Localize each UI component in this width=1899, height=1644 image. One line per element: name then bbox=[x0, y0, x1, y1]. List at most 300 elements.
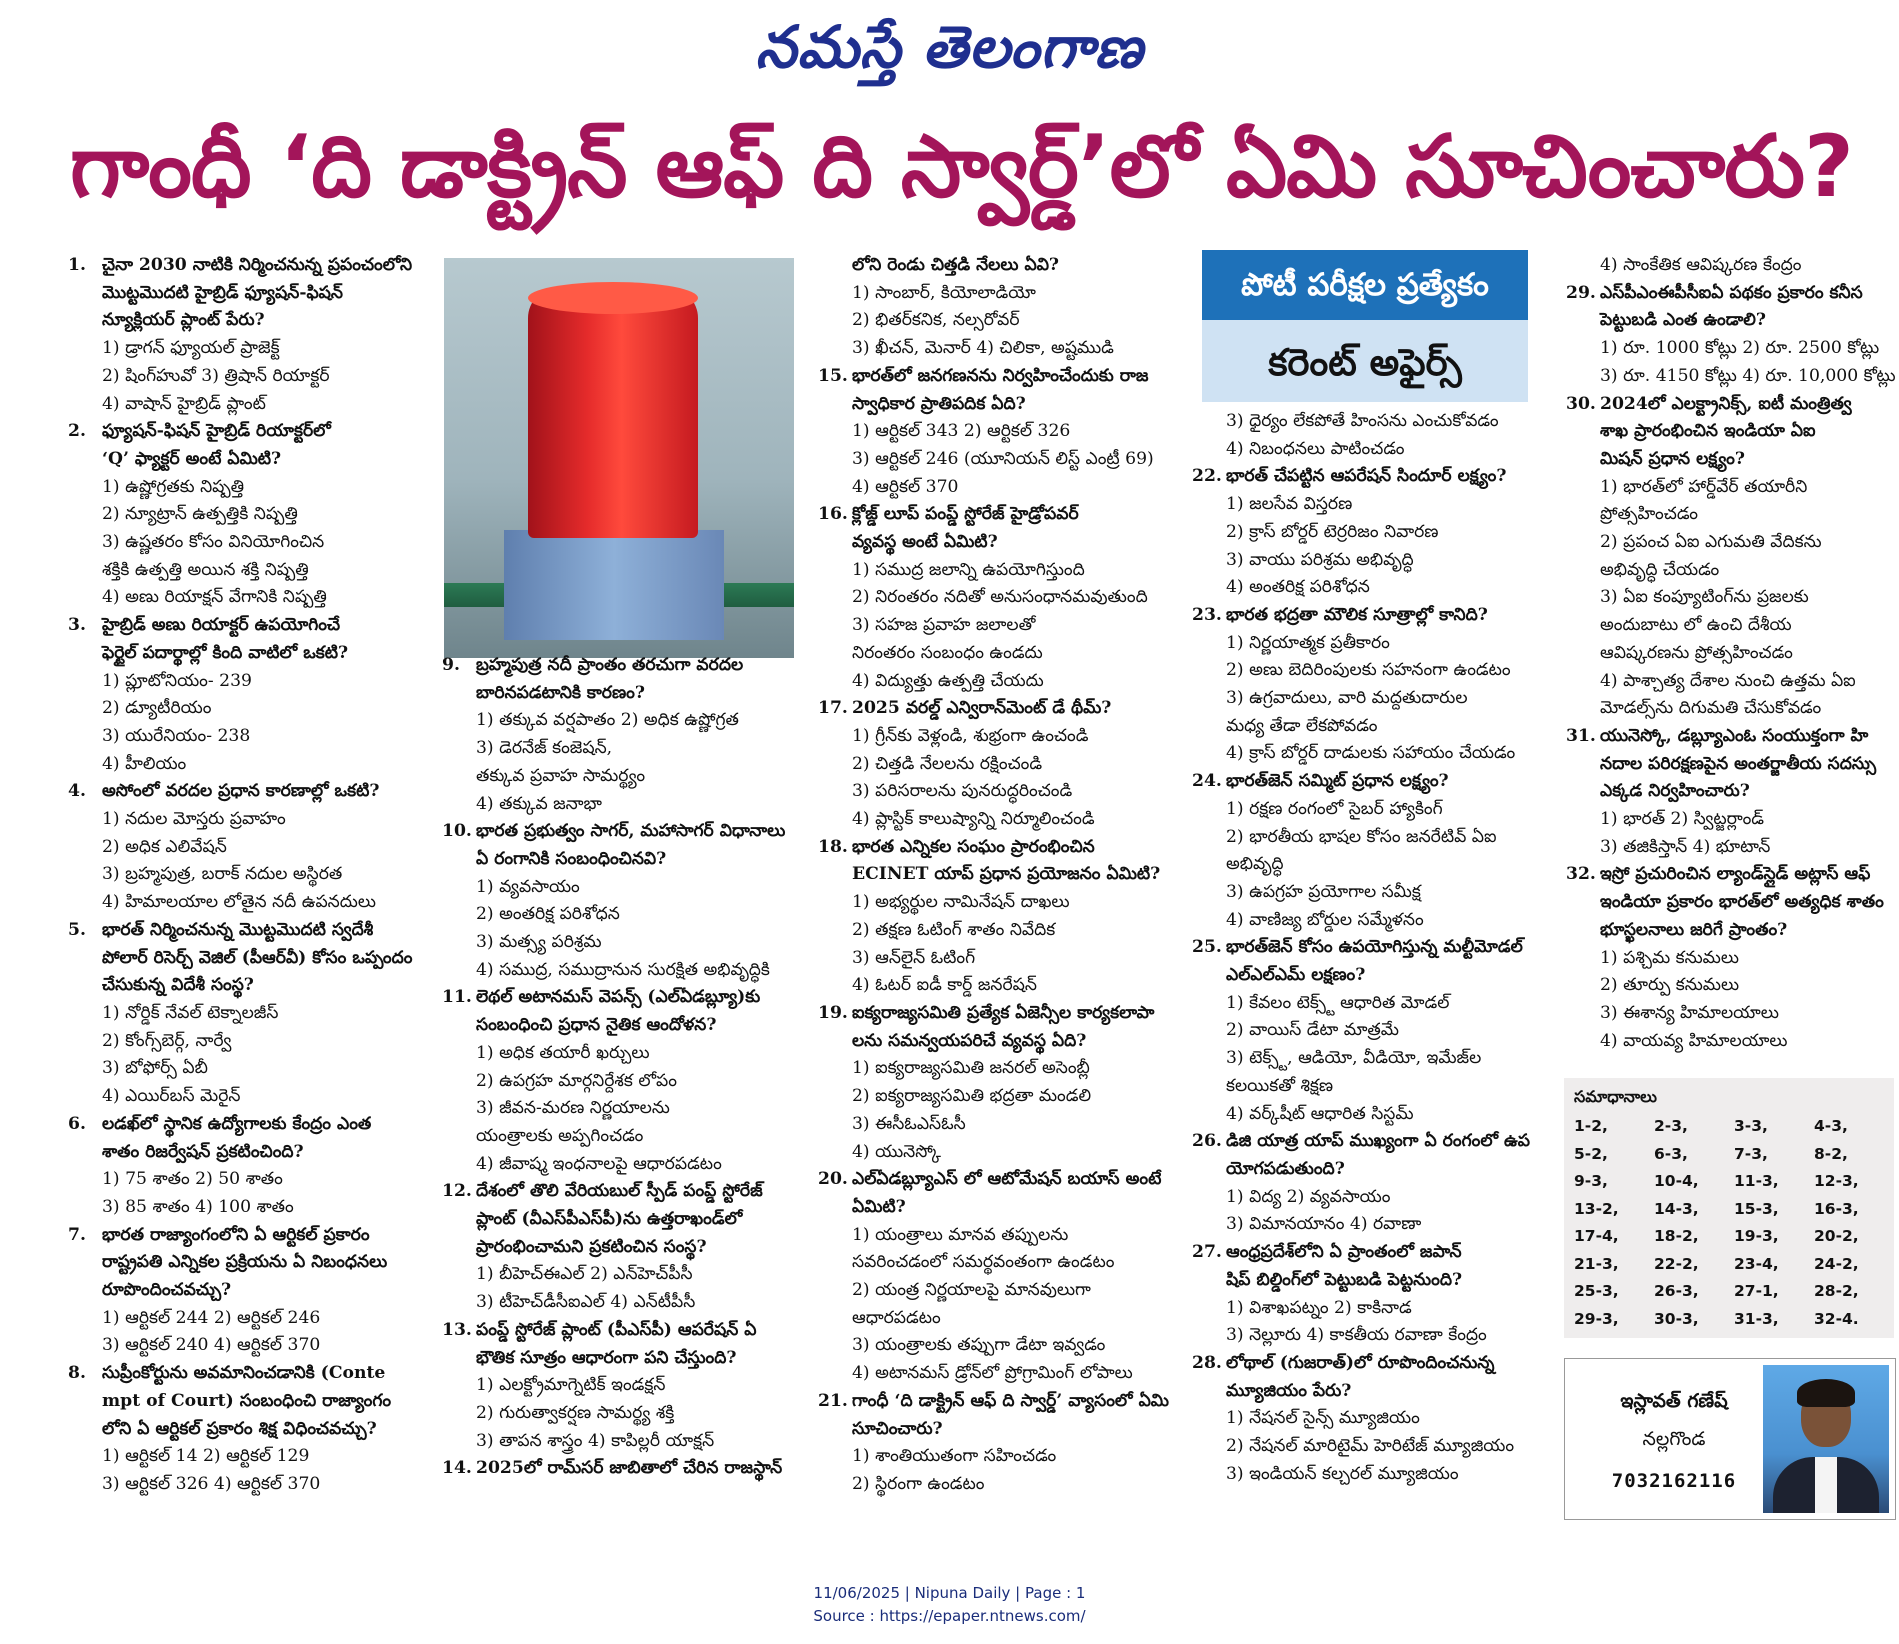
question-number: 15. bbox=[818, 365, 848, 386]
question-line bbox=[818, 501, 1178, 529]
option-line: అభివృద్ధి చేయడం bbox=[1600, 559, 1720, 580]
question-continuation: ప్రారంభించామని ప్రకటించిన సంస్థ? bbox=[476, 1236, 707, 1257]
reactor-photo bbox=[444, 258, 794, 658]
question-continuation: మిషన్ ప్రధాన లక్ష్యం? bbox=[1600, 448, 1745, 469]
column-5 bbox=[1566, 252, 1896, 1055]
option-line: 2) న్యూట్రాన్ ఉత్పత్తికి నిష్పత్తి bbox=[102, 504, 298, 525]
answer-item: 13-2, bbox=[1574, 1199, 1619, 1218]
question-continuation: ఎల్‌ఎల్‌ఎమ్ లక్షణం? bbox=[1226, 965, 1366, 986]
option-line: 3) ఆర్టికల్ 326 4) ఆర్టికల్ 370 bbox=[102, 1473, 321, 1494]
question-number: 14. bbox=[442, 1458, 472, 1479]
answer-item: 25-3, bbox=[1574, 1282, 1619, 1300]
question-continuation: న్యూక్లియర్ ప్లాంట్ పేరు? bbox=[102, 310, 265, 331]
question-text: చైనా 2030 నాటికి నిర్మించనున్న ప్రపంచంలోని bbox=[102, 255, 413, 275]
option-line: 3) పరిసరాలను పునరుద్ధరించండి bbox=[852, 781, 1073, 802]
question-text: భారత ప్రభుత్వం సాగర్, మహాసాగర్ విధానాలు bbox=[476, 821, 786, 842]
question-line bbox=[442, 1455, 802, 1483]
option-line: 1) ఐక్యరాజ్యసమితి జనరల్ అసెంబ్లీ bbox=[852, 1058, 1090, 1079]
option-line: 3) ఇండియన్ కల్చరల్ మ్యూజియం bbox=[1226, 1463, 1459, 1484]
option-line: 2) తక్షణ ఓటింగ్ శాతం నివేదిక bbox=[852, 919, 1056, 940]
question-number: 1. bbox=[68, 255, 86, 275]
column-2 bbox=[442, 652, 802, 1483]
question-continuation: స్వాధికార ప్రాతిపదిక ఏది? bbox=[852, 393, 1026, 414]
option-line: 2) ఐక్యరాజ్యసమితి భద్రతా మండలి bbox=[852, 1086, 1092, 1107]
question-number: 2. bbox=[68, 421, 86, 442]
option-line: 3) ఆన్‌లైన్ ఓటింగ్ bbox=[852, 947, 976, 968]
question-number: 13. bbox=[442, 1319, 472, 1340]
option-line: 2) అధిక ఎలివేషన్ bbox=[102, 836, 227, 857]
question-line bbox=[818, 363, 1178, 391]
option-line: 1) విద్య 2) వ్యవసాయం bbox=[1226, 1186, 1391, 1207]
question-line bbox=[818, 834, 1178, 862]
question-line bbox=[818, 1388, 1178, 1416]
footer-source-line: Source : https://epaper.ntnews.com/ bbox=[813, 1607, 1086, 1625]
photo-red-cylinder bbox=[528, 288, 698, 538]
avatar-hair bbox=[1797, 1379, 1855, 1407]
question-line bbox=[1192, 1239, 1552, 1267]
option-line: 1) భారత్ 2) స్విట్జర్లాండ్ bbox=[1600, 809, 1765, 830]
option-line: 2) గురుత్వాకర్షణ సామర్థ్య శక్తి bbox=[476, 1402, 675, 1423]
question-continuation: ఇండియా ప్రకారం భారత్‌లో అత్యధిక శాతం bbox=[1600, 892, 1884, 913]
question-line bbox=[68, 1111, 428, 1139]
option-line: 2) క్రాస్ బోర్డర్ టెర్రరిజం నివారణ bbox=[1226, 521, 1439, 542]
answer-item: 15-3, bbox=[1734, 1199, 1779, 1218]
question-number: 7. bbox=[68, 1224, 86, 1245]
question-number: 6. bbox=[68, 1113, 86, 1134]
option-line: 3) ఈశాన్య హిమాలయాలు bbox=[1600, 1002, 1779, 1023]
option-line: 4) వాణిజ్య బోర్డుల సమ్మేళనం bbox=[1226, 909, 1424, 930]
question-line bbox=[1192, 768, 1552, 796]
question-number: 18. bbox=[818, 836, 848, 857]
option-line: 2) తూర్పు కనుమలు bbox=[1600, 975, 1740, 996]
option-line: 2) నిరంతరం నదితో అనుసంధానమవుతుంది bbox=[852, 587, 1148, 608]
question-continuation: బారినపడటానికి కారణం? bbox=[476, 682, 645, 703]
question-text: 2025 వరల్డ్ ఎన్విరాన్‌మెంట్ డే థీమ్? bbox=[852, 698, 1112, 719]
answer-item: 16-3, bbox=[1814, 1199, 1859, 1218]
option-line: 4) వాషాన్ హైబ్రిడ్ ప్లాంట్ bbox=[102, 393, 266, 414]
option-line: మోడల్స్‌ను దిగుమతి చేసుకోవడం bbox=[1600, 698, 1822, 719]
option-line: 1) నేషనల్ సైన్స్ మ్యూజియం bbox=[1226, 1408, 1420, 1429]
option-line: 1) తక్కువ వర్షపాతం 2) అధిక ఉష్ణోగ్రత bbox=[476, 710, 739, 731]
question-text: భారత్‌జెన్ సమ్మిట్ ప్రధాన లక్ష్యం? bbox=[1226, 771, 1449, 792]
answer-item: 19-3, bbox=[1734, 1227, 1779, 1245]
question-number: 12. bbox=[442, 1181, 472, 1202]
option-line: 4) ఆర్టికల్ 370 bbox=[852, 476, 959, 497]
question-number: 3. bbox=[68, 615, 86, 636]
question-number: 17. bbox=[818, 698, 848, 719]
column-3 bbox=[818, 252, 1178, 1499]
author-card bbox=[1564, 1358, 1896, 1520]
option-line: 3) బోఫోర్స్ ఏబీ bbox=[102, 1058, 208, 1079]
question-text: ఐక్యరాజ్యసమితి ప్రత్యేక ఏజెన్సీల కార్యకలాపా bbox=[852, 1002, 1155, 1023]
option-line: 4) అంతరిక్ష పరిశోధన bbox=[1226, 577, 1370, 598]
option-line: 2) అంతరిక్ష పరిశోధన bbox=[476, 904, 620, 925]
option-line: 4) వాయవ్య హిమాలయాలు bbox=[1600, 1030, 1788, 1051]
answer-item: 3-3, bbox=[1734, 1117, 1768, 1135]
option-line: 1) ఆర్టికల్ 244 2) ఆర్టికల్ 246 bbox=[102, 1307, 321, 1328]
option-line: 4) ఎయిర్‌బస్ మెరైన్ bbox=[102, 1086, 241, 1107]
option-line: 3) నెల్లూరు 4) కాకతీయ రవాణా కేంద్రం bbox=[1226, 1325, 1487, 1346]
option-line: ప్రోత్సహించడం bbox=[1600, 504, 1699, 525]
option-line: 4) వర్క్‌షీట్ ఆధారిత సిస్టమ్ bbox=[1226, 1103, 1414, 1124]
option-line: 2) అణు బెదిరింపులకు సహనంగా ఉండటం bbox=[1226, 660, 1511, 681]
question-continuation: శాతం రిజర్వేషన్ ప్రకటించింది? bbox=[102, 1141, 304, 1162]
question-continuation: భూస్ఖలనాలు జరిగే ప్రాంతం? bbox=[1600, 919, 1788, 940]
answer-item: 28-2, bbox=[1814, 1282, 1859, 1300]
question-text: లడఖ్‌లో స్థానిక ఉద్యోగాలకు కేంద్రం ఎంత bbox=[102, 1113, 372, 1134]
option-line: 2) యంత్ర నిర్ణయాలపై మానవులుగా bbox=[852, 1280, 1091, 1301]
question-text: భారత్‌జెన్ కోసం ఉపయోగిస్తున్న మల్టీమోడల్ bbox=[1226, 937, 1523, 958]
question-line bbox=[68, 418, 428, 446]
question-number: 28. bbox=[1192, 1352, 1222, 1373]
option-line: 2) చిత్తడి నేలలను రక్షించండి bbox=[852, 753, 1043, 774]
option-line: 4) విద్యుత్తు ఉత్పత్తి చేయదు bbox=[852, 670, 1044, 691]
option-line: 4) అటానమస్ డ్రోన్‌లో ప్రోగ్రామింగ్ లోపాలు bbox=[852, 1363, 1133, 1384]
question-number: 24. bbox=[1192, 771, 1222, 792]
option-line: 2) ఉపగ్రహ మార్గనిర్దేశక లోపం bbox=[476, 1070, 677, 1091]
question-line bbox=[1192, 1350, 1552, 1378]
option-line: 3) మత్స్య పరిశ్రమ bbox=[476, 932, 602, 953]
photo-cylinder-top bbox=[528, 282, 698, 314]
author-photo bbox=[1763, 1365, 1889, 1513]
question-continuation: భౌతిక సూత్రం ఆధారంగా పని చేస్తుంది? bbox=[476, 1347, 737, 1368]
page-footer bbox=[0, 1582, 1899, 1628]
question-continuation: ప్లాంట్ (వీఎస్‌పీఎస్‌పీ)ను ఉత్తరాఖండ్‌లో bbox=[476, 1209, 743, 1230]
masthead-logo: నమస్తే తెలంగాణ bbox=[755, 13, 1144, 81]
question-number: 16. bbox=[818, 504, 848, 525]
option-line: 4) జీవాష్మ ఇంధనాలపై ఆధారపడటం bbox=[476, 1153, 722, 1174]
option-line: 4) యునెస్కో bbox=[852, 1141, 941, 1162]
answer-item: 14-3, bbox=[1654, 1199, 1699, 1218]
footer-date-line: 11/06/2025 | Nipuna Daily | Page : 1 bbox=[813, 1584, 1086, 1602]
option-line: 3) టీహెచ్‌డీసీఐఎల్ 4) ఎన్‌టీపీసీ bbox=[476, 1292, 696, 1313]
question-text: ఎల్‌ఏడబ్ల్యూఎస్ లో ఆటోమేషన్ బయాస్ అంటే bbox=[852, 1169, 1162, 1190]
answer-item: 1-2, bbox=[1574, 1117, 1608, 1135]
question-continuation: నదాల పరిరక్షణపైన అంతర్జాతీయ సదస్సు bbox=[1600, 753, 1877, 774]
question-continuation: ఎక్కడ నిర్వహించారు? bbox=[1600, 781, 1750, 802]
answer-item: 10-4, bbox=[1654, 1172, 1699, 1190]
option-line: 1) పశ్చిమ కనుమలు bbox=[1600, 947, 1739, 968]
answer-item: 26-3, bbox=[1654, 1282, 1699, 1300]
question-continuation: ECINET యాప్ ప్రధాన ప్రయోజనం ఏమిటి? bbox=[852, 864, 1161, 885]
option-line: 1) నిర్ణయాత్మక ప్రతీకారం bbox=[1226, 632, 1390, 653]
question-continuation: లను సమన్వయపరిచే వ్యవస్థ ఏది? bbox=[852, 1030, 1087, 1051]
option-line: 3) ఖీచన్, మెనార్ 4) చిలికా, అష్టముడి bbox=[852, 338, 1114, 359]
question-text: సుప్రీంకోర్టును అవమానించడానికి (Conte bbox=[102, 1363, 386, 1384]
option-line: 2) వాయిస్ డేటా మాత్రమే bbox=[1226, 1020, 1399, 1041]
question-line bbox=[1192, 463, 1552, 491]
question-number: 20. bbox=[818, 1169, 848, 1190]
answer-item: 5-2, bbox=[1574, 1144, 1608, 1163]
question-number: 30. bbox=[1566, 393, 1596, 414]
question-line bbox=[1566, 723, 1896, 751]
question-text: భారత్ నిర్మించనున్న మొట్టమొదటి స్వదేశీ bbox=[102, 919, 374, 940]
question-number: 31. bbox=[1566, 725, 1596, 746]
question-continuation: షిప్ బిల్డింగ్‌లో పెట్టుబడి పెట్టనుంది? bbox=[1226, 1269, 1463, 1290]
author-phone: 7032162116 bbox=[1611, 1470, 1737, 1492]
question-continuation: లోని ఏ ఆర్టికల్ ప్రకారం శిక్ష విధించవచ్చు? bbox=[102, 1418, 377, 1439]
question-text: భారత రాజ్యాంగంలోని ఏ ఆర్టికల్ ప్రకారం bbox=[102, 1224, 370, 1245]
option-line: 1) ఎలక్ట్రోమాగ్నెటిక్ ఇండక్షన్ bbox=[476, 1375, 666, 1396]
question-number: 29. bbox=[1566, 282, 1596, 303]
option-line: 2) ప్రపంచ ఏఐ ఎగుమతి వేదికను bbox=[1600, 532, 1822, 553]
question-continuation: ఏ రంగానికి సంబంధించినవి? bbox=[476, 848, 667, 869]
option-line: 1) రూ. 1000 కోట్లు 2) రూ. 2500 కోట్లు bbox=[1600, 338, 1880, 359]
option-line: 1) సాంబార్, కియోలాడియో bbox=[852, 282, 1036, 303]
question-line bbox=[818, 1000, 1178, 1028]
option-line: 1) ఆర్టికల్ 14 2) ఆర్టికల్ 129 bbox=[102, 1446, 310, 1467]
answer-item: 31-3, bbox=[1734, 1309, 1779, 1328]
question-text: క్లోజ్డ్ లూప్ పంప్డ్ స్టోరేజ్ హైడ్రోపవర్ bbox=[852, 504, 1079, 525]
option-line: 1) ప్లూటోనియం- 239 bbox=[102, 670, 252, 691]
question-text: గాంధీ ‘ది డాక్ట్రిన్ ఆఫ్ ది స్వార్డ్’ వ్యాసంలో ఏమి bbox=[852, 1390, 1169, 1411]
option-line: 1) ఆర్టికల్ 343 2) ఆర్టికల్ 326 bbox=[852, 421, 1071, 442]
option-line: 1) జలసేవ విస్తరణ bbox=[1226, 494, 1353, 515]
option-line: 4) సముద్ర, సముద్రానున సురక్షిత అభివృద్ధికి bbox=[476, 959, 770, 980]
question-line bbox=[818, 695, 1178, 723]
option-line: 3) డెరనేజ్ కంజెషన్, bbox=[476, 738, 613, 759]
author-town: నల్లగొండ bbox=[1642, 1428, 1706, 1450]
option-line: 2) స్థిరంగా ఉండటం bbox=[852, 1473, 985, 1494]
question-continuation: సంబంధించి ప్రధాన నైతిక ఆందోళన? bbox=[476, 1015, 717, 1036]
answer-item: 11-3, bbox=[1734, 1172, 1779, 1190]
option-line: 1) ఉష్ణోగ్రతకు నిష్పత్తి bbox=[102, 476, 245, 497]
question-line bbox=[818, 1166, 1178, 1194]
option-line: 2) భితర్‌కనిక, నల్సరోవర్ bbox=[852, 310, 1020, 331]
question-number: 4. bbox=[68, 781, 86, 802]
option-line: కలయికతో శిక్షణ bbox=[1226, 1075, 1334, 1096]
question-number: 5. bbox=[68, 919, 86, 940]
option-line: ఆధారపడటం bbox=[852, 1307, 941, 1328]
option-line: 3) బ్రహ్మపుత్ర, బరాక్ నదుల అస్థిరత bbox=[102, 864, 343, 885]
question-line bbox=[1192, 602, 1552, 630]
question-number: 8. bbox=[68, 1363, 86, 1384]
question-continuation: పెట్టుబడి ఎంత ఉండాలి? bbox=[1600, 310, 1766, 331]
option-line: 1) భారత్‌లో హార్డ్‌వేర్ తయారీని bbox=[1600, 476, 1808, 497]
option-line: శక్తికి ఉత్పత్తి అయిన శక్తి నిష్పత్తి bbox=[102, 559, 309, 580]
column-4 bbox=[1192, 408, 1552, 1488]
option-line: 4) అణు రియాక్షన్ వేగానికి నిష్పత్తి bbox=[102, 587, 327, 608]
question-text: భారత్ చేపట్టిన ఆపరేషన్ సిందూర్ లక్ష్యం? bbox=[1226, 466, 1507, 487]
question-number: 27. bbox=[1192, 1242, 1222, 1263]
answer-item: 7-3, bbox=[1734, 1144, 1768, 1163]
question-text: భారత ఎన్నికల సంఘం ప్రారంభించిన bbox=[852, 836, 1095, 857]
question-line bbox=[1566, 861, 1896, 889]
option-line: 1) సముద్ర జలాన్ని ఉపయోగిస్తుంది bbox=[852, 559, 1085, 580]
question-line bbox=[68, 1222, 428, 1250]
option-line: 2) షింగ్‌హువో 3) త్రిషాన్ రియాక్టర్ bbox=[102, 365, 330, 386]
option-line: 3) ఏఐ కంప్యూటింగ్‌ను ప్రజలకు bbox=[1600, 587, 1809, 608]
answer-item: 9-3, bbox=[1574, 1172, 1608, 1190]
question-continuation: మ్యూజియం పేరు? bbox=[1226, 1380, 1352, 1401]
option-line: 2) కోంగ్స్‌బెర్గ్, నార్వే bbox=[102, 1030, 232, 1051]
option-line: 3) ఉపగ్రహ ప్రయోగాల సమీక్ష bbox=[1226, 881, 1421, 902]
question-continuation: యోగపడుతుంది? bbox=[1226, 1158, 1345, 1179]
question-number: 19. bbox=[818, 1002, 848, 1023]
option-line: 4) ప్లాస్టిక్ కాలుష్యాన్ని నిర్మూలించండి bbox=[852, 809, 1095, 830]
question-continuation: ఫెర్టైల్ పదార్థాల్లో కింది వాటిలో ఒకటి? bbox=[102, 642, 349, 663]
option-line: 3) ఈసీఓఎస్‌ఓసీ bbox=[852, 1113, 966, 1134]
option-line: 3) ఆర్టికల్ 246 (యూనియన్ లిస్ట్ ఎంట్రీ 69) bbox=[852, 448, 1154, 469]
question-line bbox=[442, 1178, 802, 1206]
badge-title: పోటీ పరీక్షల ప్రత్యేకం bbox=[1202, 250, 1528, 320]
question-continuation: చేసుకున్న విదేశీ సంస్థ? bbox=[102, 975, 254, 996]
section-badge bbox=[1202, 250, 1528, 402]
option-line: 3) ఉగ్రవాదులు, వారి మద్దతుదారుల bbox=[1226, 688, 1468, 709]
option-line: 3) సహజ ప్రవాహ జలాలతో bbox=[852, 615, 1036, 636]
option-line: 1) గ్రీన్‌కు వెళ్లండి, శుభ్రంగా ఉంచండి bbox=[852, 725, 1089, 746]
question-text: లోథాల్ (గుజరాత్)లో రూపొందించనున్న bbox=[1226, 1352, 1495, 1373]
question-number: 10. bbox=[442, 821, 472, 842]
question-line bbox=[1192, 1128, 1552, 1156]
option-line: 3) వాయు పరిశ్రమ అభివృద్ధి bbox=[1226, 549, 1414, 570]
question-text: అసోంలో వరదల ప్రధాన కారణాల్లో ఒకటి? bbox=[102, 781, 380, 802]
option-line: 2) భారతీయ భాషల కోసం జనరేటివ్ ఏఐ bbox=[1226, 826, 1497, 847]
answers-title: సమాధానాలు bbox=[1574, 1087, 1657, 1106]
question-line bbox=[68, 612, 428, 640]
question-continuation: సూచించారు? bbox=[852, 1418, 943, 1439]
question-continuation: పోలార్ రిసెర్చ్ వెజిల్ (పీఆర్‌వీ) కోసం ఒప్పందం bbox=[102, 947, 413, 968]
option-line: 3) తాపన శాస్త్రం 4) కాపిల్లరీ యాక్షన్ bbox=[476, 1430, 715, 1451]
question-continuation: రూపొందించవచ్చు? bbox=[102, 1280, 232, 1301]
question-number: 11. bbox=[442, 987, 472, 1008]
question-text: డిజి యాత్ర యాప్ ముఖ్యంగా ఏ రంగంలో ఉప bbox=[1226, 1131, 1530, 1152]
question-line bbox=[68, 778, 428, 806]
option-line: 4) హీలియం bbox=[102, 753, 187, 774]
answer-item: 4-3, bbox=[1814, 1117, 1848, 1135]
answer-item: 17-4, bbox=[1574, 1227, 1619, 1245]
option-line: 1) రక్షణ రంగంలో సైబర్ హ్యాకింగ్ bbox=[1226, 798, 1443, 819]
question-line bbox=[68, 252, 428, 280]
question-line bbox=[68, 1360, 428, 1388]
question-line bbox=[442, 1317, 802, 1345]
option-line: 4) నిబంధనలు పాటించడం bbox=[1226, 438, 1405, 459]
question-text: పంప్డ్ స్టోరేజ్ ప్లాంట్ (పీఎస్‌పీ) ఆపరేషన్ ఏ bbox=[476, 1319, 757, 1340]
question-line bbox=[442, 818, 802, 846]
option-line: తక్కువ ప్రవాహ సామర్థ్యం bbox=[476, 765, 646, 786]
answer-item: 20-2, bbox=[1814, 1227, 1859, 1245]
option-line: 3) 85 శాతం 4) 100 శాతం bbox=[102, 1196, 294, 1217]
question-number: 25. bbox=[1192, 937, 1222, 958]
photo-reactor-base bbox=[504, 530, 724, 640]
option-line: 1) కేవలం టెక్స్ట్ ఆధారిత మోడల్ bbox=[1226, 992, 1450, 1013]
question-continuation: మొట్టమొదటి హైబ్రిడ్ ఫ్యూషన్-ఫిషన్ bbox=[102, 282, 343, 303]
option-line: ఆవిష్కరణను ప్రోత్సహించడం bbox=[1600, 642, 1793, 663]
avatar-shirt bbox=[1815, 1457, 1837, 1513]
answer-item: 6-3, bbox=[1654, 1144, 1688, 1163]
option-line: 2) నేషనల్ మారిటైమ్ హెరిటేజ్ మ్యూజియం bbox=[1226, 1436, 1515, 1457]
question-number: 9. bbox=[442, 655, 460, 675]
question-text: ఫ్యూషన్-ఫిషన్ హైబ్రిడ్ రియాక్టర్‌లో bbox=[102, 421, 331, 442]
option-line: 3) ఉష్ణతరం కోసం వినియోగించిన bbox=[102, 532, 325, 553]
option-line: 4) హిమాలయాల లోతైన నదీ ఉపనదులు bbox=[102, 892, 376, 913]
answer-item: 2-3, bbox=[1654, 1117, 1688, 1135]
option-line: అందుబాటు లో ఉంచి దేశీయ bbox=[1600, 615, 1792, 636]
column-1 bbox=[68, 252, 428, 1499]
answer-item: 30-3, bbox=[1654, 1309, 1699, 1328]
question-number: 21. bbox=[818, 1390, 848, 1411]
question-text: హైబ్రిడ్ అణు రియాక్టర్ ఉపయోగించే bbox=[102, 615, 341, 636]
option-line: సవరించడంలో సమర్థవంతంగా ఉండటం bbox=[852, 1252, 1115, 1273]
question-text: ఎస్‌పీఎంఈపీసీఐఏ పథకం ప్రకారం కనీస bbox=[1600, 282, 1863, 303]
option-line: 1) డ్రాగన్ ఫ్యూయల్ ప్రాజెక్ట్ bbox=[102, 338, 280, 359]
question-continuation: శాఖ ప్రారంభించిన ఇండియా ఏఐ bbox=[1600, 421, 1816, 442]
question-text: భారత్‌లో జనగణనను నిర్వహించేందుకు రాజ bbox=[852, 365, 1149, 386]
option-line: 1) బీహెచ్ఈఎల్ 2) ఎన్‌హెచ్‌పీసీ bbox=[476, 1264, 693, 1285]
question-continuation: లోని రెండు చిత్తడి నేలలు ఏవి? bbox=[852, 255, 1059, 275]
option-line: 1) విశాఖపట్నం 2) కాకినాడ bbox=[1226, 1297, 1412, 1318]
question-number: 26. bbox=[1192, 1131, 1222, 1152]
page-headline: గాంధీ ‘ది డాక్ట్రిన్ ఆఫ్ ది స్వార్డ్’లో ఏమి సూచించారు? bbox=[70, 117, 1853, 217]
answer-item: 18-2, bbox=[1654, 1227, 1699, 1245]
question-line bbox=[442, 984, 802, 1012]
question-text: ఇస్రో ప్రచురించిన ల్యాండ్‌స్లైడ్ అట్లాస్ ఆఫ్ bbox=[1600, 864, 1871, 885]
question-continuation: ఏమిటి? bbox=[852, 1196, 906, 1217]
question-text: యునెస్కో, డబ్ల్యూఎంఓ సంయుక్తంగా హి bbox=[1600, 725, 1869, 746]
option-line: 1) యంత్రాలు మానవ తప్పులను bbox=[852, 1224, 1069, 1245]
option-line: 1) అధిక తయారీ ఖర్చులు bbox=[476, 1042, 650, 1063]
option-line: 1) 75 శాతం 2) 50 శాతం bbox=[102, 1169, 283, 1190]
answer-item: 23-4, bbox=[1734, 1254, 1779, 1273]
option-line: 3) యురేనియం- 238 bbox=[102, 725, 251, 746]
question-continuation: రాష్ట్రపతి ఎన్నికల ప్రక్రియను ఏ నిబంధనలు bbox=[102, 1252, 388, 1273]
question-line bbox=[1566, 280, 1896, 308]
option-line: 4) ఓటర్ ఐడీ కార్డ్ జనరేషన్ bbox=[852, 975, 1037, 996]
option-line: 3) యంత్రాలకు తప్పుగా డేటా ఇవ్వడం bbox=[852, 1335, 1106, 1356]
option-line: నిరంతరం సంబంధం ఉండదు bbox=[852, 642, 1043, 663]
question-line bbox=[68, 917, 428, 945]
option-line: 3) జీవన-మరణ నిర్ణయాలను bbox=[476, 1098, 670, 1119]
answer-item: 12-3, bbox=[1814, 1172, 1859, 1190]
answer-item: 8-2, bbox=[1814, 1144, 1848, 1163]
question-line bbox=[1566, 391, 1896, 419]
answer-item: 27-1, bbox=[1734, 1282, 1779, 1300]
answer-item: 22-2, bbox=[1654, 1254, 1699, 1273]
question-number: 32. bbox=[1566, 864, 1596, 885]
question-number: 23. bbox=[1192, 604, 1222, 625]
question-number: 22. bbox=[1192, 466, 1222, 487]
question-continuation: mpt of Court) సంబంధించి రాజ్యాంగం bbox=[102, 1390, 392, 1411]
author-name: ఇస్లావత్ గణేష్ bbox=[1620, 1390, 1728, 1412]
option-line: 4) సాంకేతిక ఆవిష్కరణ కేంద్రం bbox=[1600, 255, 1802, 275]
option-line: 3) రూ. 4150 కోట్లు 4) రూ. 10,000 కోట్లు bbox=[1600, 365, 1896, 386]
question-text: లెథల్ అటానమస్ వెపన్స్ (ఎల్‌ఏడబ్ల్యూ)కు bbox=[476, 987, 761, 1008]
question-continuation: వ్యవస్థ అంటే ఏమిటి? bbox=[852, 532, 998, 553]
option-line: 3) టెక్స్ట్, ఆడియో, వీడియో, ఇమేజ్‌ల bbox=[1226, 1048, 1482, 1069]
option-line: మధ్య తేడా లేకపోవడం bbox=[1226, 715, 1378, 736]
question-text: ఆంధ్రప్రదేశ్‌లోని ఏ ప్రాంతంలో జపాన్ bbox=[1226, 1242, 1462, 1263]
option-line: 3) విమానయానం 4) రవాణా bbox=[1226, 1214, 1422, 1235]
option-line: 2) డ్యూటీరియం bbox=[102, 698, 212, 719]
answer-item: 21-3, bbox=[1574, 1254, 1619, 1273]
option-line: అభివృద్ధి bbox=[1226, 854, 1284, 875]
option-line: యంత్రాలకు అప్పగించడం bbox=[476, 1125, 644, 1146]
badge-subtitle: కరెంట్ అఫైర్స్ bbox=[1268, 341, 1462, 384]
answers-box bbox=[1564, 1078, 1894, 1338]
question-text: భారత భద్రతా మౌలిక సూత్రాల్లో కానిది? bbox=[1226, 604, 1488, 625]
option-line: 1) శాంతియుతంగా సహించడం bbox=[852, 1446, 1057, 1467]
option-line: 4) పాశ్చాత్య దేశాల నుంచి ఉత్తమ ఏఐ bbox=[1600, 670, 1856, 691]
answer-item: 24-2, bbox=[1814, 1254, 1859, 1273]
option-line: 4) క్రాస్ బోర్డర్ దాడులకు సహాయం చేయడం bbox=[1226, 743, 1516, 764]
option-line: 3) ధైర్యం లేకపోతే హింసను ఎంచుకోవడం bbox=[1226, 411, 1499, 431]
option-line: 3) ఆర్టికల్ 240 4) ఆర్టికల్ 370 bbox=[102, 1335, 321, 1356]
question-text: దేశంలో తొలి వేరియబుల్ స్పీడ్ పంప్డ్ స్టోరేజ్ bbox=[476, 1181, 763, 1202]
option-line: 3) తజికిస్తాన్ 4) భూటాన్ bbox=[1600, 836, 1771, 857]
answers-grid bbox=[1564, 1110, 1894, 1332]
question-text: 2024లో ఎలక్ట్రానిక్స్, ఐటీ మంత్రిత్వ bbox=[1600, 393, 1852, 414]
question-line bbox=[442, 652, 802, 680]
